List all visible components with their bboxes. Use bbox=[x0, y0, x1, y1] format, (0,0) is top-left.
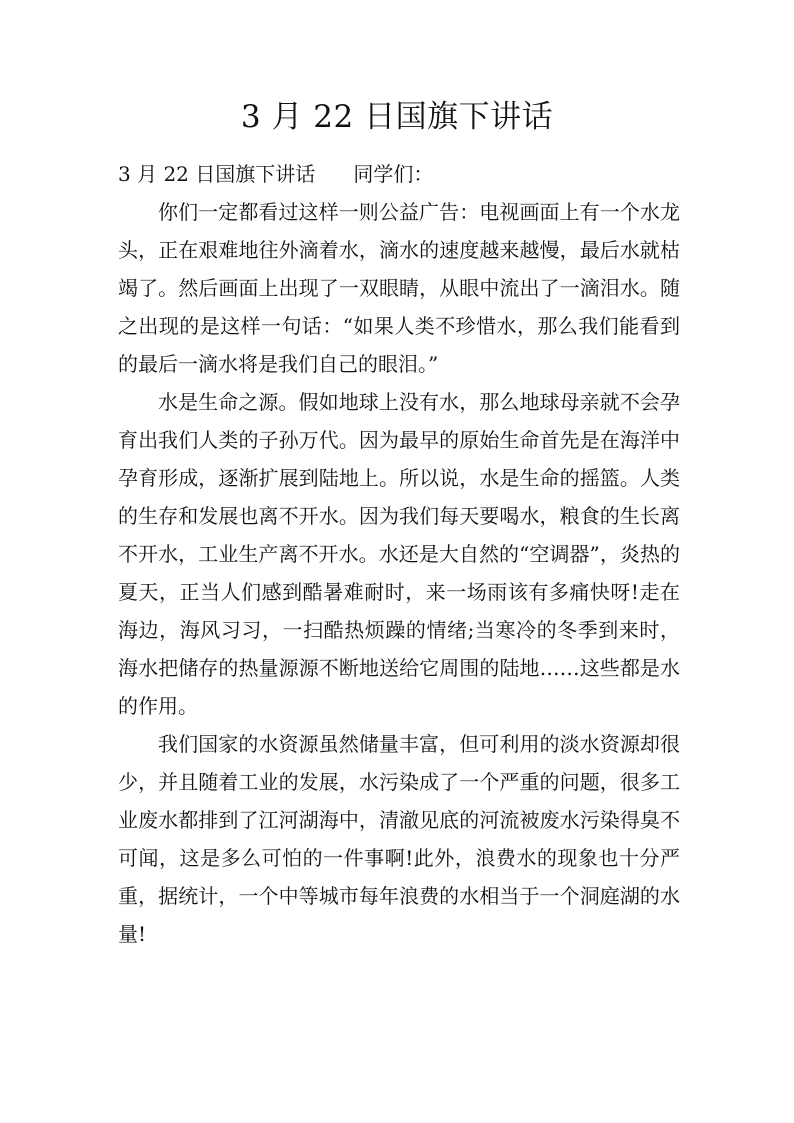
paragraph-3: 我们国家的水资源虽然储量丰富，但可利用的淡水资源却很少，并且随着工业的发展，水污染成了一个严重的问题，很多工业废水都排到了江河湖海中，清澈见底的河流被废水污染得臭不可闻，这是多么可怕的一件事啊!此外，浪费水的现象也十分严重，据统计，一个中等城市每年浪费的水相当于一个洞庭湖的水量! bbox=[118, 732, 680, 946]
intro-line: 3 月 22 日国旗下讲话 同学们： bbox=[118, 162, 434, 186]
document-body bbox=[118, 155, 680, 953]
paragraph-1: 你们一定都看过这样一则公益广告：电视画面上有一个水龙头，正在艰难地往外滴着水，滴水的速度越来越慢，最后水就枯竭了。然后画面上出现了一双眼睛，从眼中流出了一滴泪水。随之出现的是这样一句话：“如果人类不珍惜水，那么我们能看到的最后一滴水将是我们自己的眼泪。” bbox=[118, 200, 680, 376]
paragraph-2: 水是生命之源。假如地球上没有水，那么地球母亲就不会孕育出我们人类的子孙万代。因为最早的原始生命首先是在海洋中孕育形成，逐渐扩展到陆地上。所以说，水是生命的摇篮。人类的生存和发展也离不开水。因为我们每天要喝水，粮食的生长离不开水，工业生产离不开水。水还是大自然的“空调器”，炎热的夏天，正当人们感到酷暑难耐时，来一场雨该有多痛快呀!走在海边，海风习习，一扫酷热烦躁的情绪;当寒冷的冬季到来时，海水把储存的热量源源不断地送给它周围的陆地……这些都是水的作用。 bbox=[118, 390, 680, 718]
document-title: 3 月 22 日国旗下讲话 bbox=[240, 99, 554, 135]
